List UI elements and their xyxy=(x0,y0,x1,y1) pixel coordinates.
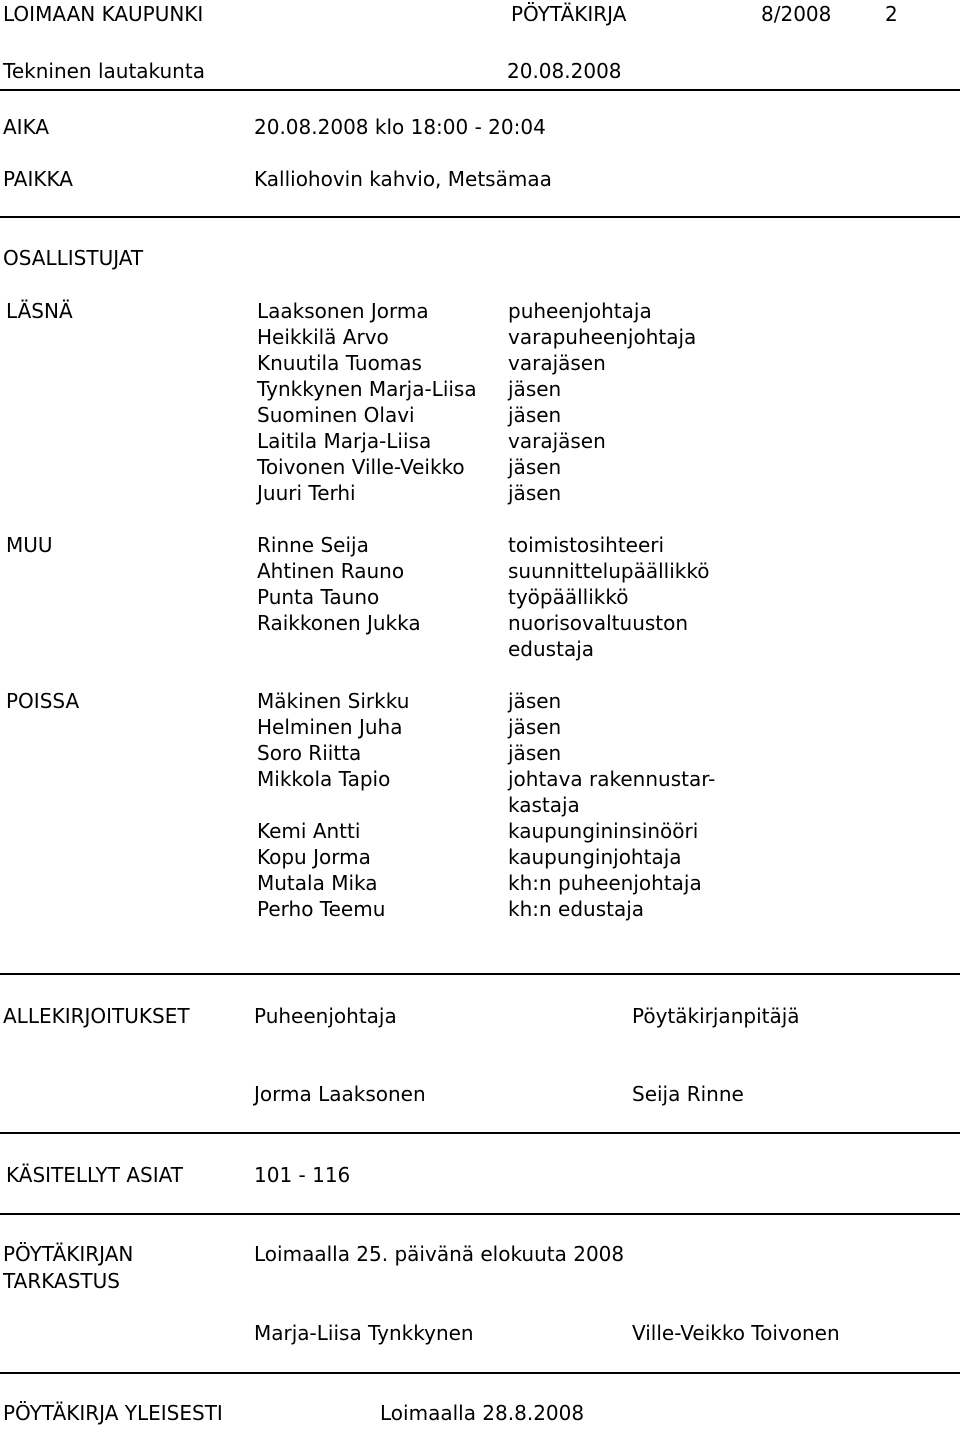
member-role: varajäsen xyxy=(508,429,606,453)
member-row xyxy=(0,688,960,714)
member-name: Mäkinen Sirkku xyxy=(257,689,410,713)
public-label: PÖYTÄKIRJA YLEISESTI xyxy=(3,1401,223,1425)
member-name: Knuutila Tuomas xyxy=(257,351,422,375)
time-label: AIKA xyxy=(3,115,50,139)
secretary-title: Pöytäkirjanpitäjä xyxy=(632,1004,800,1028)
member-role: jäsen xyxy=(508,741,562,765)
member-row xyxy=(0,610,960,661)
member-name: Heikkilä Arvo xyxy=(257,325,389,349)
member-name: Raikkonen Jukka xyxy=(257,611,421,635)
review-place-date: Loimaalla 25. päivänä elokuuta 2008 xyxy=(254,1242,625,1266)
member-role: jäsen xyxy=(508,455,562,479)
review-rule xyxy=(0,1372,960,1374)
member-row xyxy=(0,480,960,506)
member-name: Perho Teemu xyxy=(257,897,386,921)
member-row xyxy=(0,844,960,870)
org-name: LOIMAAN KAUPUNKI xyxy=(3,2,204,26)
member-name: Laaksonen Jorma xyxy=(257,299,429,323)
member-name: Helminen Juha xyxy=(257,715,403,739)
doc-type: PÖYTÄKIRJA xyxy=(511,2,627,26)
member-role: johtava rakennustar- xyxy=(508,767,716,791)
member-role: jäsen xyxy=(508,715,562,739)
member-row xyxy=(0,298,960,324)
time-value: 20.08.2008 klo 18:00 - 20:04 xyxy=(254,115,546,139)
member-name: Laitila Marja-Liisa xyxy=(257,429,432,453)
reviewer-2: Ville-Veikko Toivonen xyxy=(632,1321,840,1345)
public-value: Loimaalla 28.8.2008 xyxy=(380,1401,585,1425)
member-name: Mikkola Tapio xyxy=(257,767,391,791)
participants-heading: OSALLISTUJAT xyxy=(3,246,144,270)
member-row xyxy=(0,454,960,480)
member-name: Punta Tauno xyxy=(257,585,380,609)
place-value: Kalliohovin kahvio, Metsämaa xyxy=(254,167,552,191)
member-row xyxy=(0,896,960,922)
member-role: kaupungininsinööri xyxy=(508,819,699,843)
place-label: PAIKKA xyxy=(3,167,73,191)
member-name: Kopu Jorma xyxy=(257,845,371,869)
doc-number: 8/2008 xyxy=(761,2,832,26)
member-role: kaupunginjohtaja xyxy=(508,845,682,869)
header-rule xyxy=(0,89,960,91)
member-name: Rinne Seija xyxy=(257,533,369,557)
roster-rule xyxy=(0,973,960,975)
member-name: Ahtinen Rauno xyxy=(257,559,405,583)
meeting-rule xyxy=(0,216,960,218)
member-role: työpäällikkö xyxy=(508,585,629,609)
group-label: MUU xyxy=(6,533,53,557)
member-name: Toivonen Ville-Veikko xyxy=(257,455,465,479)
member-name: Tynkkynen Marja-Liisa xyxy=(257,377,477,401)
member-role: varapuheenjohtaja xyxy=(508,325,697,349)
member-role: puheenjohtaja xyxy=(508,299,652,323)
signatures-rule xyxy=(0,1132,960,1134)
member-row xyxy=(0,558,960,584)
member-row xyxy=(0,766,960,817)
member-name: Juuri Terhi xyxy=(257,481,356,505)
member-name: Mutala Mika xyxy=(257,871,378,895)
page-number: 2 xyxy=(885,2,898,26)
member-row xyxy=(0,376,960,402)
review-label-line2: TARKASTUS xyxy=(3,1269,120,1293)
member-role: nuorisovaltuuston xyxy=(508,611,689,635)
member-row xyxy=(0,402,960,428)
review-label-line1: PÖYTÄKIRJAN xyxy=(3,1242,134,1266)
member-role: jäsen xyxy=(508,403,562,427)
doc-date: 20.08.2008 xyxy=(507,59,622,83)
member-row xyxy=(0,714,960,740)
items-rule xyxy=(0,1213,960,1215)
reviewer-1: Marja-Liisa Tynkkynen xyxy=(254,1321,474,1345)
group-label: POISSA xyxy=(6,689,80,713)
signatures-label: ALLEKIRJOITUKSET xyxy=(3,1004,190,1028)
member-role-continued: kastaja xyxy=(508,793,580,817)
member-role: kh:n puheenjohtaja xyxy=(508,871,702,895)
member-row xyxy=(0,740,960,766)
member-row xyxy=(0,350,960,376)
member-row xyxy=(0,532,960,558)
member-role: jäsen xyxy=(508,481,562,505)
member-role-continued: edustaja xyxy=(508,637,595,661)
member-name: Kemi Antti xyxy=(257,819,361,843)
chair-name: Jorma Laaksonen xyxy=(254,1082,426,1106)
member-role: jäsen xyxy=(508,689,562,713)
group-label: LÄSNÄ xyxy=(6,299,73,323)
member-row xyxy=(0,870,960,896)
member-role: kh:n edustaja xyxy=(508,897,645,921)
member-role: jäsen xyxy=(508,377,562,401)
chair-title: Puheenjohtaja xyxy=(254,1004,397,1028)
board-name: Tekninen lautakunta xyxy=(3,59,205,83)
member-row xyxy=(0,428,960,454)
member-row xyxy=(0,584,960,610)
member-name: Suominen Olavi xyxy=(257,403,415,427)
items-value: 101 - 116 xyxy=(254,1163,351,1187)
member-row xyxy=(0,324,960,350)
member-row xyxy=(0,818,960,844)
secretary-name: Seija Rinne xyxy=(632,1082,744,1106)
member-name: Soro Riitta xyxy=(257,741,362,765)
items-label: KÄSITELLYT ASIAT xyxy=(6,1163,183,1187)
member-role: suunnittelupäällikkö xyxy=(508,559,710,583)
member-role: toimistosihteeri xyxy=(508,533,665,557)
member-role: varajäsen xyxy=(508,351,606,375)
